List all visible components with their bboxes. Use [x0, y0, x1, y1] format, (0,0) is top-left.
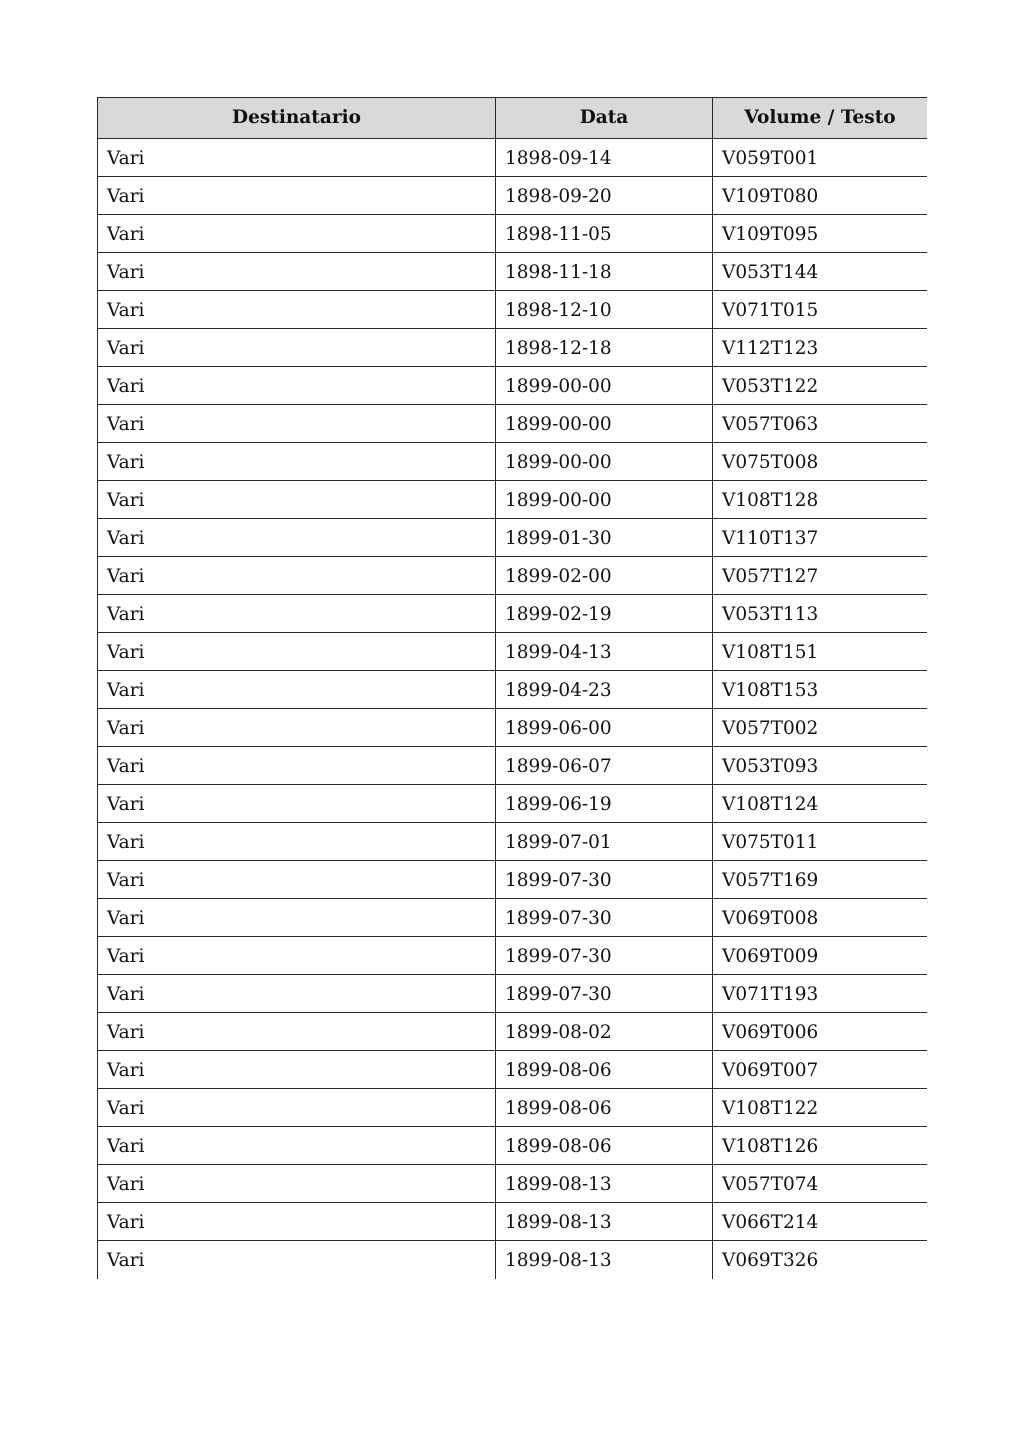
table-row — [98, 1203, 928, 1241]
cell-data: 1899-08-06 — [496, 1051, 713, 1089]
table-row — [98, 823, 928, 861]
table-row — [98, 1013, 928, 1051]
cell-volume-testo: V109T095 — [713, 215, 928, 253]
cell-volume-testo: V053T113 — [713, 595, 928, 633]
cell-data: 1899-00-00 — [496, 481, 713, 519]
cell-volume-testo: V069T006 — [713, 1013, 928, 1051]
cell-destinatario: Vari — [98, 177, 496, 215]
cell-destinatario: Vari — [98, 557, 496, 595]
cell-destinatario: Vari — [98, 443, 496, 481]
table-row — [98, 861, 928, 899]
table-row — [98, 1089, 928, 1127]
cell-destinatario: Vari — [98, 1241, 496, 1279]
cell-destinatario: Vari — [98, 1203, 496, 1241]
cell-volume-testo: V069T326 — [713, 1241, 928, 1279]
cell-data: 1899-08-13 — [496, 1241, 713, 1279]
table-row — [98, 557, 928, 595]
cell-destinatario: Vari — [98, 405, 496, 443]
cell-destinatario: Vari — [98, 975, 496, 1013]
cell-volume-testo: V057T002 — [713, 709, 928, 747]
cell-volume-testo: V057T074 — [713, 1165, 928, 1203]
cell-destinatario: Vari — [98, 253, 496, 291]
table-row — [98, 443, 928, 481]
cell-volume-testo: V053T093 — [713, 747, 928, 785]
cell-destinatario: Vari — [98, 215, 496, 253]
table-row — [98, 1165, 928, 1203]
cell-data: 1899-07-30 — [496, 975, 713, 1013]
cell-data: 1899-01-30 — [496, 519, 713, 557]
table-body — [98, 139, 928, 1279]
table-row — [98, 405, 928, 443]
table-row — [98, 595, 928, 633]
cell-data: 1899-04-23 — [496, 671, 713, 709]
table-row — [98, 975, 928, 1013]
cell-volume-testo: V075T008 — [713, 443, 928, 481]
cell-volume-testo: V108T124 — [713, 785, 928, 823]
table-row — [98, 329, 928, 367]
cell-data: 1899-00-00 — [496, 405, 713, 443]
cell-destinatario: Vari — [98, 899, 496, 937]
cell-destinatario: Vari — [98, 329, 496, 367]
cell-destinatario: Vari — [98, 785, 496, 823]
table-row — [98, 139, 928, 177]
cell-volume-testo: V069T009 — [713, 937, 928, 975]
cell-destinatario: Vari — [98, 823, 496, 861]
cell-destinatario: Vari — [98, 937, 496, 975]
table-row — [98, 1241, 928, 1279]
cell-volume-testo: V069T007 — [713, 1051, 928, 1089]
cell-destinatario: Vari — [98, 1165, 496, 1203]
table-row — [98, 253, 928, 291]
table-row — [98, 1051, 928, 1089]
header-data: Data — [496, 98, 713, 139]
header-volume-testo: Volume / Testo — [713, 98, 928, 139]
table-row — [98, 519, 928, 557]
cell-volume-testo: V053T144 — [713, 253, 928, 291]
cell-data: 1899-08-06 — [496, 1127, 713, 1165]
letters-table — [97, 97, 927, 1279]
cell-destinatario: Vari — [98, 1051, 496, 1089]
table-row — [98, 633, 928, 671]
cell-data: 1899-06-00 — [496, 709, 713, 747]
cell-volume-testo: V066T214 — [713, 1203, 928, 1241]
cell-volume-testo: V108T126 — [713, 1127, 928, 1165]
cell-volume-testo: V108T122 — [713, 1089, 928, 1127]
table-row — [98, 291, 928, 329]
cell-volume-testo: V110T137 — [713, 519, 928, 557]
table-header — [98, 98, 928, 139]
cell-data: 1899-07-01 — [496, 823, 713, 861]
cell-data: 1898-12-18 — [496, 329, 713, 367]
cell-data: 1898-11-05 — [496, 215, 713, 253]
cell-data: 1899-02-19 — [496, 595, 713, 633]
cell-destinatario: Vari — [98, 709, 496, 747]
cell-destinatario: Vari — [98, 367, 496, 405]
cell-destinatario: Vari — [98, 1127, 496, 1165]
table-row — [98, 481, 928, 519]
table-row — [98, 937, 928, 975]
cell-volume-testo: V075T011 — [713, 823, 928, 861]
cell-volume-testo: V057T169 — [713, 861, 928, 899]
cell-data: 1898-11-18 — [496, 253, 713, 291]
cell-data: 1899-04-13 — [496, 633, 713, 671]
cell-volume-testo: V057T063 — [713, 405, 928, 443]
cell-volume-testo: V108T153 — [713, 671, 928, 709]
table-row — [98, 177, 928, 215]
cell-volume-testo: V108T128 — [713, 481, 928, 519]
cell-volume-testo: V053T122 — [713, 367, 928, 405]
cell-volume-testo: V112T123 — [713, 329, 928, 367]
cell-destinatario: Vari — [98, 1089, 496, 1127]
cell-data: 1898-12-10 — [496, 291, 713, 329]
cell-volume-testo: V069T008 — [713, 899, 928, 937]
table-row — [98, 747, 928, 785]
cell-data: 1899-08-02 — [496, 1013, 713, 1051]
cell-destinatario: Vari — [98, 139, 496, 177]
cell-data: 1899-08-13 — [496, 1203, 713, 1241]
cell-data: 1898-09-14 — [496, 139, 713, 177]
cell-data: 1899-00-00 — [496, 367, 713, 405]
cell-data: 1899-06-19 — [496, 785, 713, 823]
table-row — [98, 1127, 928, 1165]
table-row — [98, 899, 928, 937]
cell-data: 1899-07-30 — [496, 937, 713, 975]
table-row — [98, 671, 928, 709]
cell-data: 1899-06-07 — [496, 747, 713, 785]
cell-destinatario: Vari — [98, 747, 496, 785]
cell-destinatario: Vari — [98, 595, 496, 633]
table-row — [98, 709, 928, 747]
cell-data: 1899-00-00 — [496, 443, 713, 481]
header-row — [98, 98, 928, 139]
cell-volume-testo: V071T015 — [713, 291, 928, 329]
cell-volume-testo: V108T151 — [713, 633, 928, 671]
cell-data: 1899-08-06 — [496, 1089, 713, 1127]
cell-destinatario: Vari — [98, 671, 496, 709]
table-row — [98, 785, 928, 823]
cell-destinatario: Vari — [98, 481, 496, 519]
cell-volume-testo: V071T193 — [713, 975, 928, 1013]
cell-destinatario: Vari — [98, 861, 496, 899]
cell-destinatario: Vari — [98, 633, 496, 671]
cell-data: 1899-07-30 — [496, 861, 713, 899]
header-destinatario: Destinatario — [98, 98, 496, 139]
cell-volume-testo: V057T127 — [713, 557, 928, 595]
cell-data: 1898-09-20 — [496, 177, 713, 215]
cell-destinatario: Vari — [98, 1013, 496, 1051]
cell-destinatario: Vari — [98, 291, 496, 329]
cell-data: 1899-07-30 — [496, 899, 713, 937]
document-table-container — [97, 97, 927, 1312]
table-row — [98, 367, 928, 405]
cell-volume-testo: V109T080 — [713, 177, 928, 215]
cell-data: 1899-02-00 — [496, 557, 713, 595]
cell-data: 1899-08-13 — [496, 1165, 713, 1203]
table-row — [98, 215, 928, 253]
cell-destinatario: Vari — [98, 519, 496, 557]
cell-volume-testo: V059T001 — [713, 139, 928, 177]
